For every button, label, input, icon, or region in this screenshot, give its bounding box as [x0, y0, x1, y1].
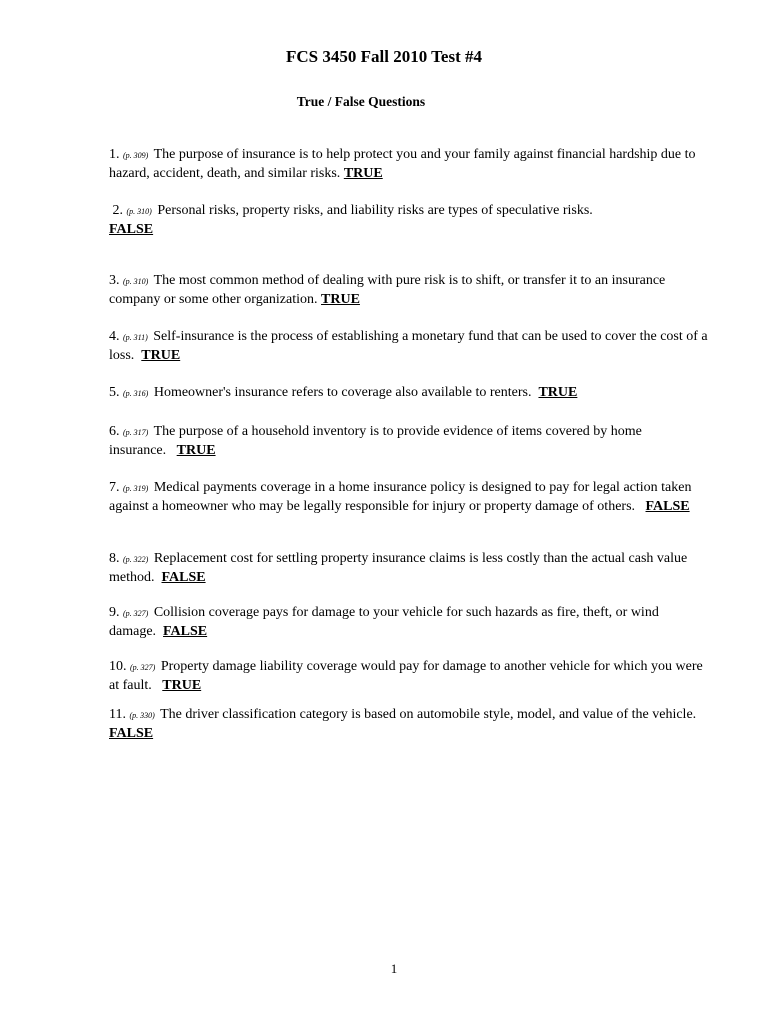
answer-label: TRUE [321, 292, 360, 307]
question-item [109, 706, 709, 743]
question-number: 7. [109, 480, 120, 495]
question-number: 9. [109, 605, 120, 620]
page-title: FCS 3450 Fall 2010 Test #4 [286, 47, 482, 66]
answer-label: FALSE [109, 726, 154, 741]
answer-label: FALSE [163, 624, 208, 639]
question-text: Personal risks, property risks, and liability risks are types of speculative risks. [157, 203, 593, 218]
question-text: The driver classification category is based on automobile style, model, and value of the vehicle. [160, 707, 697, 722]
question-number: 8. [109, 551, 120, 566]
page-reference: (p. 311) [123, 333, 148, 342]
question-number: 3. [109, 273, 120, 288]
page-reference: (p. 317) [123, 428, 149, 437]
question-number: 6. [109, 424, 120, 439]
question-item [109, 604, 709, 641]
question-item [109, 328, 709, 365]
answer-label: TRUE [343, 166, 383, 181]
question-text: Replacement cost for settling property insurance claims is less costly than the actual cash value method. [109, 551, 688, 585]
question-number: 5. [109, 385, 120, 400]
question-item [109, 272, 709, 309]
question-text: Collision coverage pays for damage to your vehicle for such hazards as fire, theft, or wind damage. [109, 605, 659, 639]
answer-label: TRUE [141, 348, 181, 363]
page-number: 1 [390, 961, 398, 976]
page-reference: (p. 327) [123, 609, 149, 618]
question-item [109, 384, 709, 403]
question-number: 4. [109, 329, 120, 344]
answer-label: TRUE [176, 443, 216, 458]
question-number: 11. [109, 707, 126, 722]
question-text: The purpose of insurance is to help protect you and your family against financial hardship due to hazard, accident, death, and similar risks. [109, 147, 696, 181]
question-item [109, 479, 709, 516]
page-reference: (p. 330) [129, 711, 155, 720]
question-text: Self-insurance is the process of establishing a monetary fund that can be used to cover the cost of a loss. [109, 329, 708, 363]
question-text: The most common method of dealing with pure risk is to shift, or transfer it to an insurance company or some other organization. [109, 273, 666, 307]
question-item [109, 658, 709, 695]
answer-label: FALSE [645, 499, 690, 514]
question-number: 2. [112, 203, 123, 218]
page-reference: (p. 319) [123, 484, 149, 493]
question-number: 1. [109, 147, 120, 162]
answer-label: FALSE [161, 570, 206, 585]
question-item [109, 202, 709, 239]
question-text: Medical payments coverage in a home insurance policy is designed to pay for legal action taken against a homeowner who may be legally responsible for injury or property damage of others. [109, 480, 692, 514]
answer-label: TRUE [538, 385, 578, 400]
answer-label: FALSE [109, 222, 154, 237]
question-item [109, 146, 709, 183]
page-reference: (p. 310) [126, 207, 152, 216]
page-reference: (p. 327) [130, 663, 156, 672]
question-text: Homeowner's insurance refers to coverage also available to renters. [153, 385, 532, 400]
question-number: 10. [109, 659, 127, 674]
page-reference: (p. 310) [123, 277, 149, 286]
page-reference: (p. 316) [123, 389, 149, 398]
answer-label: TRUE [162, 678, 202, 693]
page-reference: (p. 322) [123, 555, 149, 564]
page-reference: (p. 309) [123, 151, 149, 160]
section-title: True / False Questions [296, 94, 426, 109]
question-text: Property damage liability coverage would pay for damage to another vehicle for which you were at fault. [109, 659, 703, 693]
question-text: The purpose of a household inventory is to provide evidence of items covered by home insurance. [109, 424, 642, 458]
question-item [109, 550, 709, 587]
question-item [109, 423, 709, 460]
